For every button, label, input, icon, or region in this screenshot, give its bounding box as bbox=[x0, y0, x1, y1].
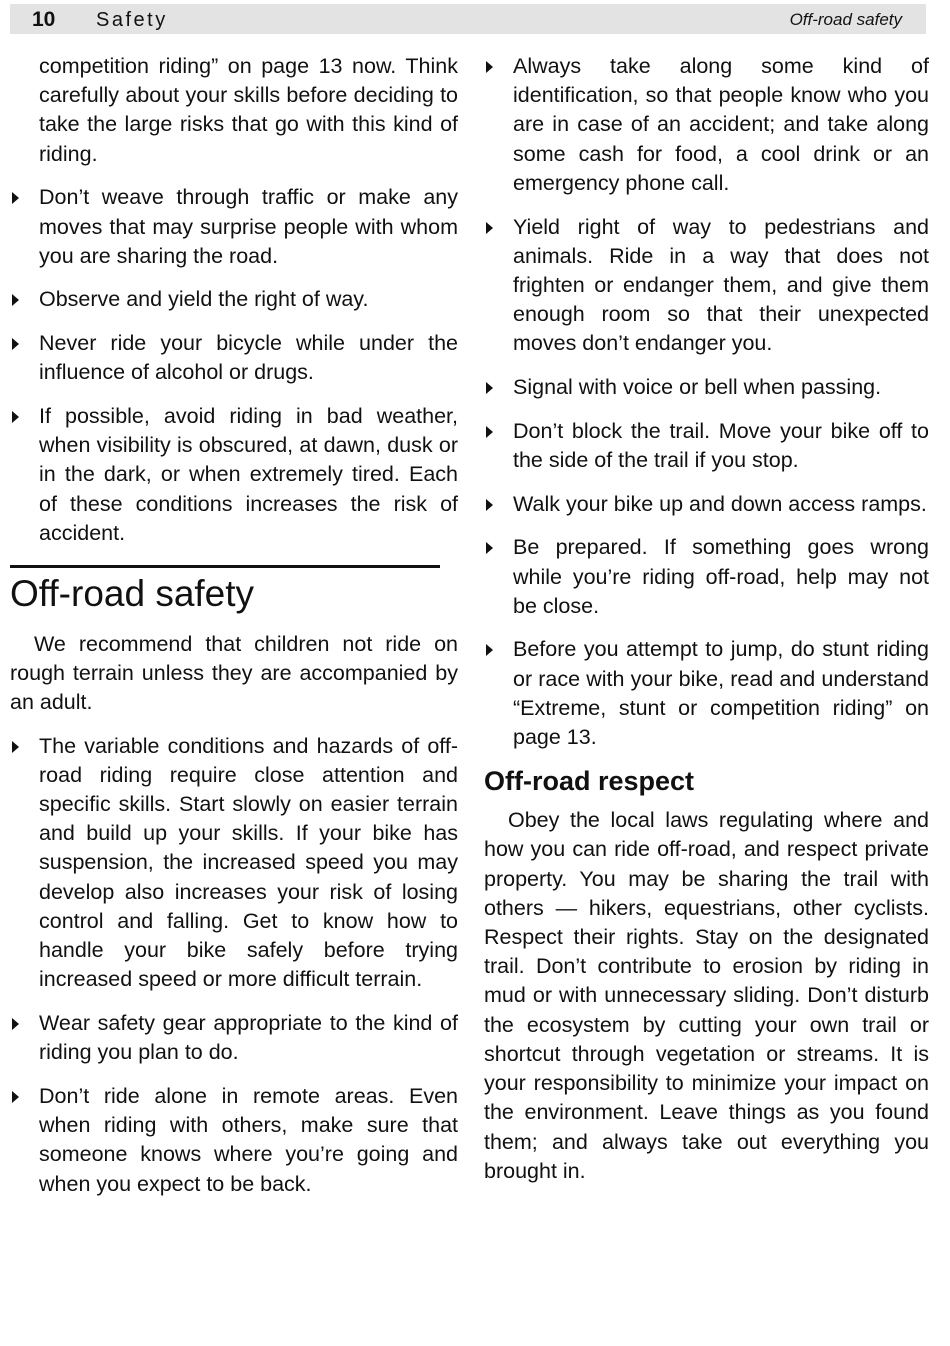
page-number: 10 bbox=[32, 8, 56, 31]
offroad-intro-paragraph: We recommend that children not ride on rough terrain unless they are accompanied by an adult. bbox=[10, 632, 458, 715]
arrow-bullet-icon bbox=[12, 741, 19, 753]
arrow-bullet-icon bbox=[12, 1018, 19, 1030]
safety-bullet-list bbox=[10, 183, 458, 548]
arrow-bullet-icon bbox=[12, 192, 19, 204]
section-divider bbox=[10, 565, 440, 568]
arrow-bullet-icon bbox=[12, 411, 19, 423]
offroad-safety-heading: Off-road safety bbox=[10, 573, 255, 615]
offroad-respect-heading: Off-road respect bbox=[484, 766, 695, 797]
arrow-bullet-icon bbox=[12, 294, 19, 306]
list-item: Observe and yield the right of way. bbox=[10, 285, 458, 314]
arrow-bullet-icon bbox=[486, 382, 493, 394]
list-item: Signal with voice or bell when passing. bbox=[484, 373, 929, 402]
list-item: Don’t weave through traffic or make any moves that may surprise people with whom you are sharing the road. bbox=[10, 183, 458, 271]
arrow-bullet-icon bbox=[12, 1091, 19, 1103]
list-item: Be prepared. If something goes wrong while you’re riding off-road, help may not be close. bbox=[484, 533, 929, 621]
list-item: Always take along some kind of identification, so that people know who you are in case of an accident; and take along some cash for food, a cool drink or an emergency phone call. bbox=[484, 52, 929, 198]
list-item: Wear safety gear appropriate to the kind of riding you plan to do. bbox=[10, 1009, 458, 1067]
arrow-bullet-icon bbox=[486, 426, 493, 438]
continued-paragraph: competition riding” on page 13 now. Think carefully about your skills before deciding to take the large risks that go with this kind of riding. bbox=[39, 54, 458, 166]
list-item: Don’t ride alone in remote areas. Even when riding with others, make sure that someone knows where you’re going and when you expect to be back. bbox=[10, 1082, 458, 1199]
running-head: Off-road safety bbox=[789, 10, 902, 29]
page-header bbox=[10, 4, 926, 34]
arrow-bullet-icon bbox=[486, 542, 493, 554]
offroad-bullet-list-continued bbox=[484, 52, 929, 752]
arrow-bullet-icon bbox=[486, 499, 493, 511]
arrow-bullet-icon bbox=[486, 61, 493, 73]
list-item: Yield right of way to pedestrians and animals. Ride in a way that does not frighten or endanger them, and give them enough room so that their unexpected moves don’t endanger you. bbox=[484, 213, 929, 359]
section-title: Safety bbox=[96, 9, 168, 31]
left-column bbox=[10, 52, 458, 1199]
right-column bbox=[484, 52, 929, 1200]
offroad-respect-paragraph: Obey the local laws regulating where and how you can ride off-road, and respect private property. You may be sharing the trail with others — hikers, equestrians, other cyclists. Respect their rights. Stay on the designated trail. Don’t contribute to erosion by riding in mud or with unnecessary sliding. Don’t disturb the ecosystem by cutting your own trail or shortcut through vegetation or streams. It is your responsibility to minimize your impact on the environment. Leave things as you found them; and always take out everything you brought in. bbox=[484, 808, 929, 1183]
arrow-bullet-icon bbox=[486, 222, 493, 234]
list-item: Walk your bike up and down access ramps. bbox=[484, 490, 929, 519]
list-item: The variable conditions and hazards of off-road riding require close attention and specific skills. Start slowly on easier terrain and build up your skills. If your bike has suspension, the increased speed you may develop also increases your risk of losing control and falling. Get to know how to handle your bike safely before trying increased speed or more difficult terrain. bbox=[10, 732, 458, 995]
list-item: Before you attempt to jump, do stunt riding or race with your bike, read and understand “Extreme, stunt or competition riding” on page 13. bbox=[484, 635, 929, 752]
arrow-bullet-icon bbox=[486, 644, 493, 656]
list-item: Never ride your bicycle while under the influence of alcohol or drugs. bbox=[10, 329, 458, 387]
list-item: Don’t block the trail. Move your bike off to the side of the trail if you stop. bbox=[484, 417, 929, 475]
offroad-bullet-list bbox=[10, 732, 458, 1199]
list-item: If possible, avoid riding in bad weather, when visibility is obscured, at dawn, dusk or in the dark, or when extremely tired. Each of these conditions increases the risk of accident. bbox=[10, 402, 458, 548]
arrow-bullet-icon bbox=[12, 338, 19, 350]
